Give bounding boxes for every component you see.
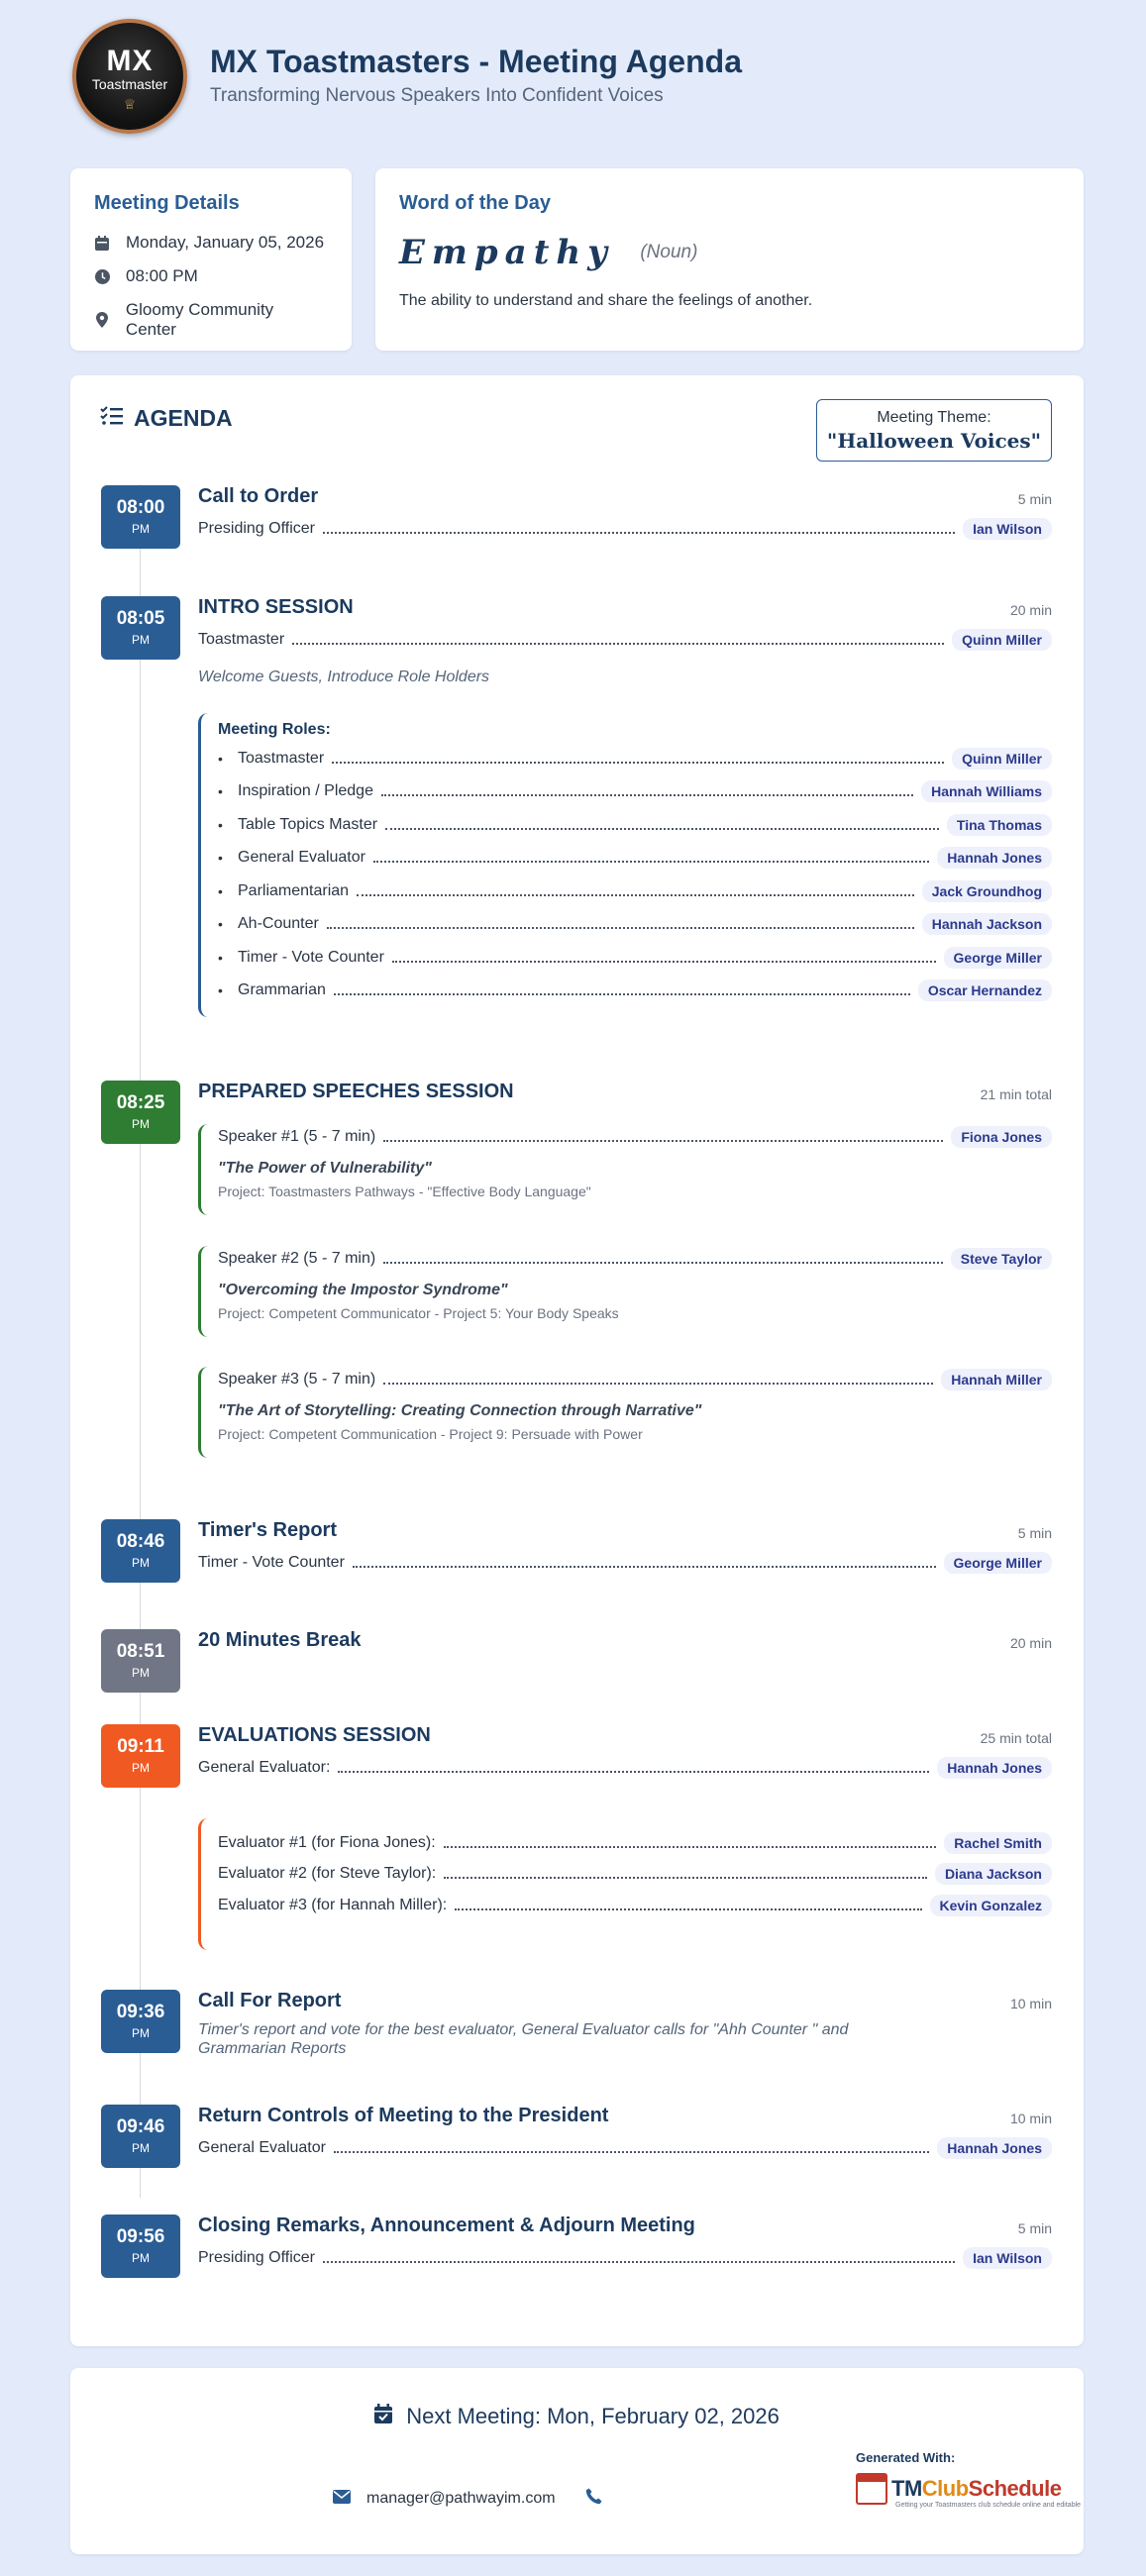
evaluator-label: Evaluator #2 (for Steve Taylor):: [218, 1865, 437, 1883]
meeting-theme-label: Meeting Theme:: [877, 409, 991, 426]
role-label: General Evaluator:: [198, 1759, 331, 1776]
word-of-day: Empathy: [399, 233, 614, 272]
speaker-line: [218, 1248, 1052, 1270]
item-title: Call For Report: [198, 1990, 342, 2011]
ampm-text: PM: [132, 522, 150, 536]
generated-with: [856, 2450, 1081, 2509]
role-name: General Evaluator: [238, 849, 365, 867]
item-duration: 5 min: [1017, 2220, 1052, 2236]
item-title: INTRO SESSION: [198, 596, 354, 618]
time-badge: [101, 2215, 180, 2278]
evaluator-line: [218, 1859, 1052, 1891]
person-badge: Tina Thomas: [947, 814, 1052, 836]
speech-block: [198, 1367, 1052, 1458]
speaker-line: [218, 1126, 1052, 1148]
meeting-roles-list: [198, 713, 1052, 1017]
person-badge: Hannah Jones: [937, 847, 1052, 869]
role-line: [198, 2137, 1052, 2159]
item-note: Welcome Guests, Introduce Role Holders: [198, 669, 490, 685]
calendar-logo-icon: [856, 2473, 887, 2505]
item-title: PREPARED SPEECHES SESSION: [198, 1081, 514, 1102]
word-part-of-speech: (Noun): [640, 242, 698, 262]
person-badge: Diana Jackson: [935, 1863, 1052, 1885]
person-badge: Hannah Jones: [937, 1757, 1052, 1779]
role-line: [198, 2247, 1052, 2269]
evaluator-line: [218, 1827, 1052, 1859]
next-meeting-text: Next Meeting: Mon, February 02, 2026: [406, 2404, 780, 2428]
ampm-text: PM: [132, 1666, 150, 1680]
contact-email[interactable]: manager@pathwayim.com: [366, 2490, 556, 2507]
ampm-text: PM: [132, 1117, 150, 1131]
role-name: Timer - Vote Counter: [238, 948, 384, 966]
leader-dots: [383, 1262, 943, 1264]
time-text: 09:11: [117, 1736, 164, 1757]
envelope-icon: [333, 2490, 351, 2509]
bullet: •: [218, 916, 223, 933]
item-duration: 5 min: [1017, 1525, 1052, 1541]
timeline-line: [140, 484, 141, 2198]
tmclubschedule-logo[interactable]: [856, 2473, 1081, 2505]
speech-project: Project: Competent Communicator - Project 5: Your Body Speaks: [218, 1305, 619, 1321]
role-line: [198, 518, 1052, 540]
agenda-card: [70, 375, 1084, 2346]
word-of-day-heading: Word of the Day: [399, 192, 551, 214]
role-line: [198, 1757, 1052, 1779]
meeting-time: 08:00 PM: [126, 266, 198, 285]
role-line: [198, 1552, 1052, 1574]
time-badge: [101, 596, 180, 660]
leader-dots: [381, 794, 913, 796]
ampm-text: PM: [132, 633, 150, 647]
item-title: Timer's Report: [198, 1519, 337, 1541]
time-text: 08:25: [116, 1092, 165, 1113]
brand-part-c: Schedule: [968, 2476, 1062, 2501]
leader-dots: [385, 828, 939, 830]
speech-title: "Overcoming the Impostor Syndrome": [218, 1282, 508, 1298]
meeting-location: Gloomy Community Center: [125, 300, 274, 339]
item-duration: 21 min total: [980, 1086, 1052, 1102]
leader-dots: [323, 2261, 955, 2263]
ampm-text: PM: [132, 1556, 150, 1570]
generated-label: Generated With:: [856, 2450, 956, 2465]
evaluators-block: [198, 1818, 1052, 1950]
leader-dots: [323, 532, 955, 534]
time-badge: [101, 1724, 180, 1788]
leader-dots: [444, 1877, 927, 1879]
brand-tagline: Getting your Toastmasters club schedule online and editable: [895, 2502, 1082, 2509]
person-badge: George Miller: [944, 1552, 1052, 1574]
list-check-icon: [100, 406, 124, 432]
time-text: 09:36: [116, 2002, 165, 2022]
person-badge: Quinn Miller: [952, 748, 1052, 770]
person-badge: Hannah Miller: [941, 1369, 1052, 1391]
role-label: Toastmaster: [198, 631, 285, 648]
leader-dots: [292, 643, 944, 645]
evaluator-label: Evaluator #3 (for Hannah Miller):: [218, 1896, 448, 1913]
bullet: •: [218, 783, 223, 800]
leader-dots: [455, 1908, 921, 1910]
agenda-heading: [100, 405, 233, 432]
roles-heading: Meeting Roles:: [218, 721, 331, 738]
word-of-day-card: [375, 168, 1084, 351]
item-duration: 5 min: [1017, 491, 1052, 507]
next-meeting: [70, 2404, 1084, 2429]
role-line: [198, 629, 1052, 651]
item-duration: 10 min: [1009, 1996, 1052, 2011]
bullet: •: [218, 750, 223, 767]
footer-card: [70, 2368, 1084, 2554]
role-name: Inspiration / Pledge: [238, 782, 373, 800]
time-text: 08:05: [116, 608, 165, 629]
phone-icon[interactable]: [585, 2488, 602, 2510]
role-name: Ah-Counter: [238, 915, 319, 933]
meeting-time-row: [94, 266, 328, 286]
item-title: EVALUATIONS SESSION: [198, 1724, 431, 1746]
speaker-label: Speaker #2 (5 - 7 min): [218, 1250, 376, 1267]
brand-part-b: Club: [921, 2476, 969, 2501]
meeting-theme-box: [816, 399, 1052, 462]
leader-dots: [383, 1383, 933, 1385]
role-item: [218, 908, 1052, 942]
speech-title: "The Power of Vulnerability": [218, 1160, 432, 1177]
person-badge: Hannah Jackson: [922, 913, 1052, 935]
time-badge: [101, 1990, 180, 2053]
time-badge: [101, 1519, 180, 1583]
role-item: [218, 975, 1052, 1008]
ampm-text: PM: [132, 2251, 150, 2265]
speech-title: "The Art of Storytelling: Creating Connection through Narrative": [218, 1402, 702, 1419]
person-badge: Kevin Gonzalez: [930, 1895, 1052, 1916]
time-badge: [101, 1629, 180, 1693]
leader-dots: [327, 927, 914, 929]
item-title: 20 Minutes Break: [198, 1629, 362, 1651]
time-text: 08:00: [116, 497, 165, 518]
person-badge: Oscar Hernandez: [918, 979, 1052, 1001]
agenda-title: AGENDA: [134, 405, 233, 431]
speech-project: Project: Competent Communication - Project 9: Persuade with Power: [218, 1426, 643, 1442]
leader-dots: [383, 1140, 943, 1142]
page-subtitle: Transforming Nervous Speakers Into Confident Voices: [210, 85, 664, 106]
leader-dots: [353, 1566, 936, 1568]
role-name: Parliamentarian: [238, 881, 350, 899]
time-badge: [101, 2105, 180, 2168]
role-item: [218, 842, 1052, 876]
person-badge: Hannah Jones: [937, 2137, 1052, 2159]
logo-mx: MX: [106, 45, 154, 77]
item-title: Call to Order: [198, 485, 319, 507]
speaker-line: [218, 1369, 1052, 1391]
meeting-date: Monday, January 05, 2026: [126, 233, 325, 252]
speech-block: [198, 1246, 1052, 1337]
meeting-theme: "Halloween Voices": [826, 429, 1042, 453]
bullet: •: [218, 949, 223, 966]
leader-dots: [334, 2151, 929, 2153]
role-item: [218, 808, 1052, 842]
role-name: Toastmaster: [238, 749, 325, 767]
bullet: •: [218, 982, 223, 999]
time-text: 09:46: [116, 2116, 165, 2137]
contact-row: [333, 2488, 602, 2510]
leader-dots: [338, 1771, 929, 1773]
bullet: •: [218, 850, 223, 867]
time-text: 08:46: [116, 1531, 165, 1552]
bullet: •: [218, 882, 223, 899]
item-duration: 20 min: [1009, 1635, 1052, 1651]
person-badge: Rachel Smith: [944, 1832, 1052, 1854]
meeting-date-row: [94, 233, 328, 253]
item-title: Closing Remarks, Announcement & Adjourn Meeting: [198, 2215, 695, 2236]
ampm-text: PM: [132, 2026, 150, 2040]
leader-dots: [332, 762, 944, 764]
person-badge: Fiona Jones: [951, 1126, 1052, 1148]
leader-dots: [373, 861, 929, 863]
role-name: Grammarian: [238, 981, 326, 999]
time-text: 09:56: [116, 2226, 165, 2247]
person-badge: George Miller: [944, 947, 1052, 969]
speaker-label: Speaker #3 (5 - 7 min): [218, 1371, 376, 1388]
bullet: •: [218, 816, 223, 833]
calendar-icon: [94, 236, 110, 251]
item-title: Return Controls of Meeting to the President: [198, 2105, 609, 2126]
role-label: General Evaluator: [198, 2139, 326, 2156]
time-badge: [101, 1081, 180, 1144]
person-badge: Ian Wilson: [963, 2247, 1052, 2269]
ampm-text: PM: [132, 1761, 150, 1775]
leader-dots: [334, 993, 910, 995]
role-label: Presiding Officer: [198, 520, 315, 537]
logo-sub: Toastmaster: [91, 76, 168, 92]
role-label: Presiding Officer: [198, 2249, 315, 2266]
location-icon: [94, 312, 110, 328]
speech-block: [198, 1124, 1052, 1215]
leader-dots: [357, 894, 914, 896]
speech-project: Project: Toastmasters Pathways - "Effective Body Language": [218, 1184, 591, 1199]
time-text: 08:51: [116, 1641, 165, 1662]
club-logo: [72, 19, 187, 134]
trophy-icon: ♕: [123, 96, 137, 112]
meeting-location-row: [94, 300, 328, 340]
leader-dots: [444, 1846, 937, 1848]
role-item: [218, 875, 1052, 908]
item-duration: 20 min: [1009, 602, 1052, 618]
item-duration: 10 min: [1009, 2111, 1052, 2126]
role-item: [218, 775, 1052, 809]
page-header: [0, 0, 1146, 168]
ampm-text: PM: [132, 2141, 150, 2155]
person-badge: Ian Wilson: [963, 518, 1052, 540]
item-duration: 25 min total: [980, 1730, 1052, 1746]
person-badge: Quinn Miller: [952, 629, 1052, 651]
role-item: [218, 742, 1052, 775]
time-badge: [101, 485, 180, 549]
leader-dots: [392, 961, 936, 963]
item-note: Timer's report and vote for the best evaluator, General Evaluator calls for "Ahh Counter " and Grammarian Reports: [198, 2021, 849, 2057]
brand-part-a: TM: [891, 2476, 922, 2501]
person-badge: Jack Groundhog: [922, 880, 1052, 902]
meeting-details-heading: Meeting Details: [94, 192, 240, 214]
meeting-details-card: [70, 168, 352, 351]
clock-icon: [94, 269, 110, 284]
evaluator-label: Evaluator #1 (for Fiona Jones):: [218, 1833, 436, 1851]
calendar-check-icon: [374, 2404, 398, 2428]
role-name: Table Topics Master: [238, 815, 378, 833]
speaker-label: Speaker #1 (5 - 7 min): [218, 1128, 376, 1145]
person-badge: Steve Taylor: [951, 1248, 1052, 1270]
role-label: Timer - Vote Counter: [198, 1554, 345, 1571]
evaluator-line: [218, 1890, 1052, 1921]
word-definition: The ability to understand and share the feelings of another.: [399, 292, 813, 309]
person-badge: Hannah Williams: [921, 780, 1052, 802]
page-title: MX Toastmasters - Meeting Agenda: [210, 44, 742, 79]
role-item: [218, 941, 1052, 975]
